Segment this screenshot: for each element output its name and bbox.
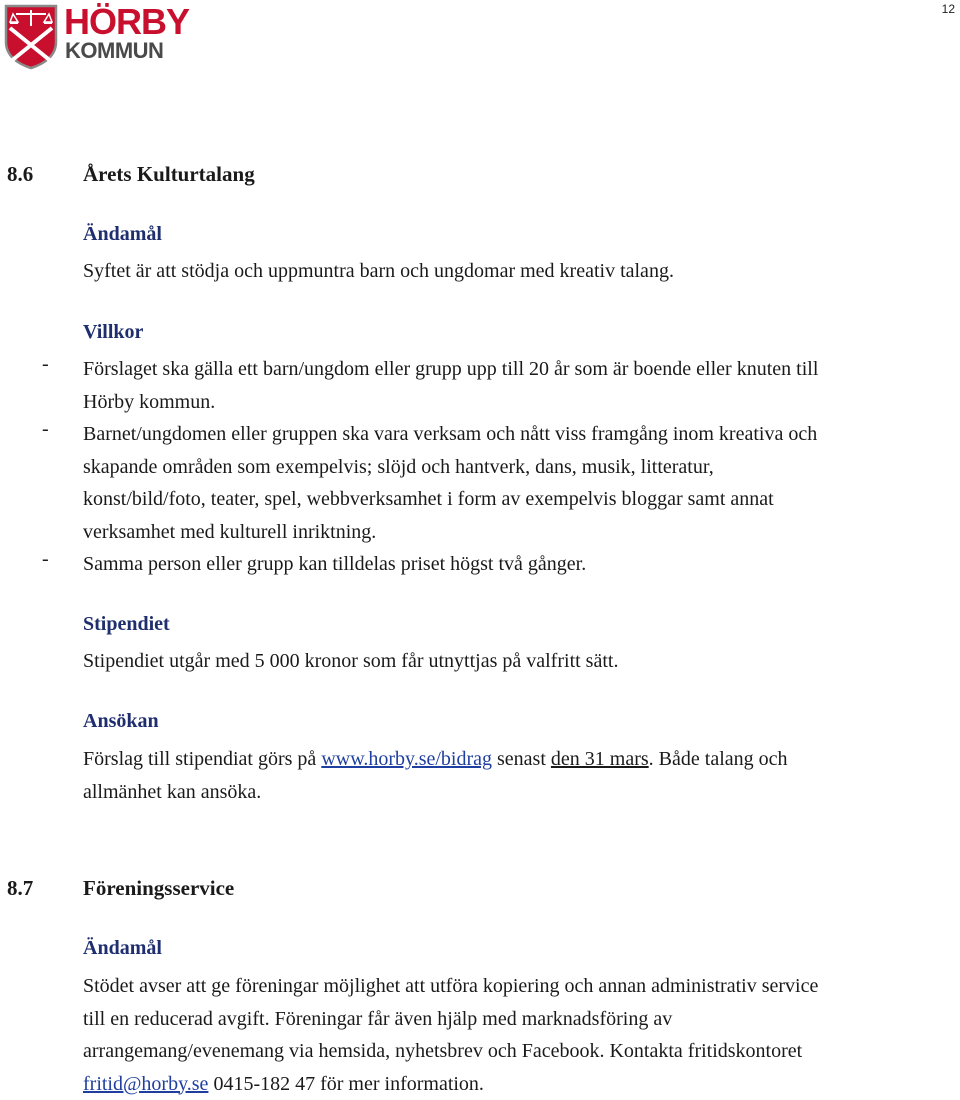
section-number: 8.7 [7,872,33,905]
list-item-line: skapande områden som exempelvis; slöjd och hantverk, dans, musik, litteratur, [83,451,960,484]
list-item-line: Förslaget ska gälla ett barn/ungdom eller grupp upp till 20 år som är boende eller knuten till [83,353,960,386]
application-text-part: Förslag till stipendiat görs på [83,748,321,770]
purpose-heading: Ändamål [83,937,162,960]
application-line-1 [83,743,960,776]
purpose-text: Syftet är att stödja och uppmuntra barn och ungdomar med kreativ talang. [83,255,960,288]
logo-name-line2: KOMMUN [65,37,163,65]
application-text [83,743,960,808]
page-number: 12 [942,2,955,16]
service-contact-line [83,1068,960,1100]
service-text [83,970,960,1100]
application-text-part: senast [492,748,551,770]
fritid-email-link[interactable]: fritid@horby.se [83,1073,208,1095]
scholarship-heading: Stipendiet [83,613,170,636]
conditions-heading: Villkor [83,321,143,344]
list-item-line: Hörby kommun. [83,386,960,419]
list-item [83,418,960,548]
application-line-2: allmänhet kan ansöka. [83,776,960,809]
horby-kommun-logo [4,4,164,74]
list-item-line: konst/bild/foto, teater, spel, webbverksamhet i form av exempelvis bloggar samt annat [83,483,960,516]
section-title: Årets Kulturtalang [83,158,255,191]
service-line: arrangemang/evenemang via hemsida, nyhetsbrev och Facebook. Kontakta fritidskontoret [83,1035,960,1068]
municipal-crest-icon [4,4,58,70]
contact-rest: 0415-182 47 för mer information. [208,1073,484,1095]
list-dash: - [42,418,49,441]
list-item-line: Samma person eller grupp kan tilldelas priset högst två gånger. [83,548,960,581]
section-title: Föreningsservice [83,872,234,905]
logo-name-line1: HÖRBY [64,0,189,44]
list-item [83,548,960,581]
list-item [83,353,960,418]
application-deadline: den 31 mars [551,748,649,770]
purpose-heading: Ändamål [83,223,162,246]
application-heading: Ansökan [83,710,159,733]
service-line: Stödet avser att ge föreningar möjlighet att utföra kopiering och annan administrativ service [83,970,960,1003]
application-text-part: . Både talang och [649,748,788,770]
scholarship-text: Stipendiet utgår med 5 000 kronor som får utnyttjas på valfritt sätt. [83,645,960,678]
list-dash: - [42,353,49,376]
list-dash: - [42,548,49,571]
bidrag-link[interactable]: www.horby.se/bidrag [321,748,492,770]
list-item-line: Barnet/ungdomen eller gruppen ska vara verksam och nått viss framgång inom kreativa och [83,418,960,451]
list-item-line: verksamhet med kulturell inriktning. [83,516,960,549]
section-number: 8.6 [7,158,33,191]
service-line: till en reducerad avgift. Föreningar får även hjälp med marknadsföring av [83,1003,960,1036]
